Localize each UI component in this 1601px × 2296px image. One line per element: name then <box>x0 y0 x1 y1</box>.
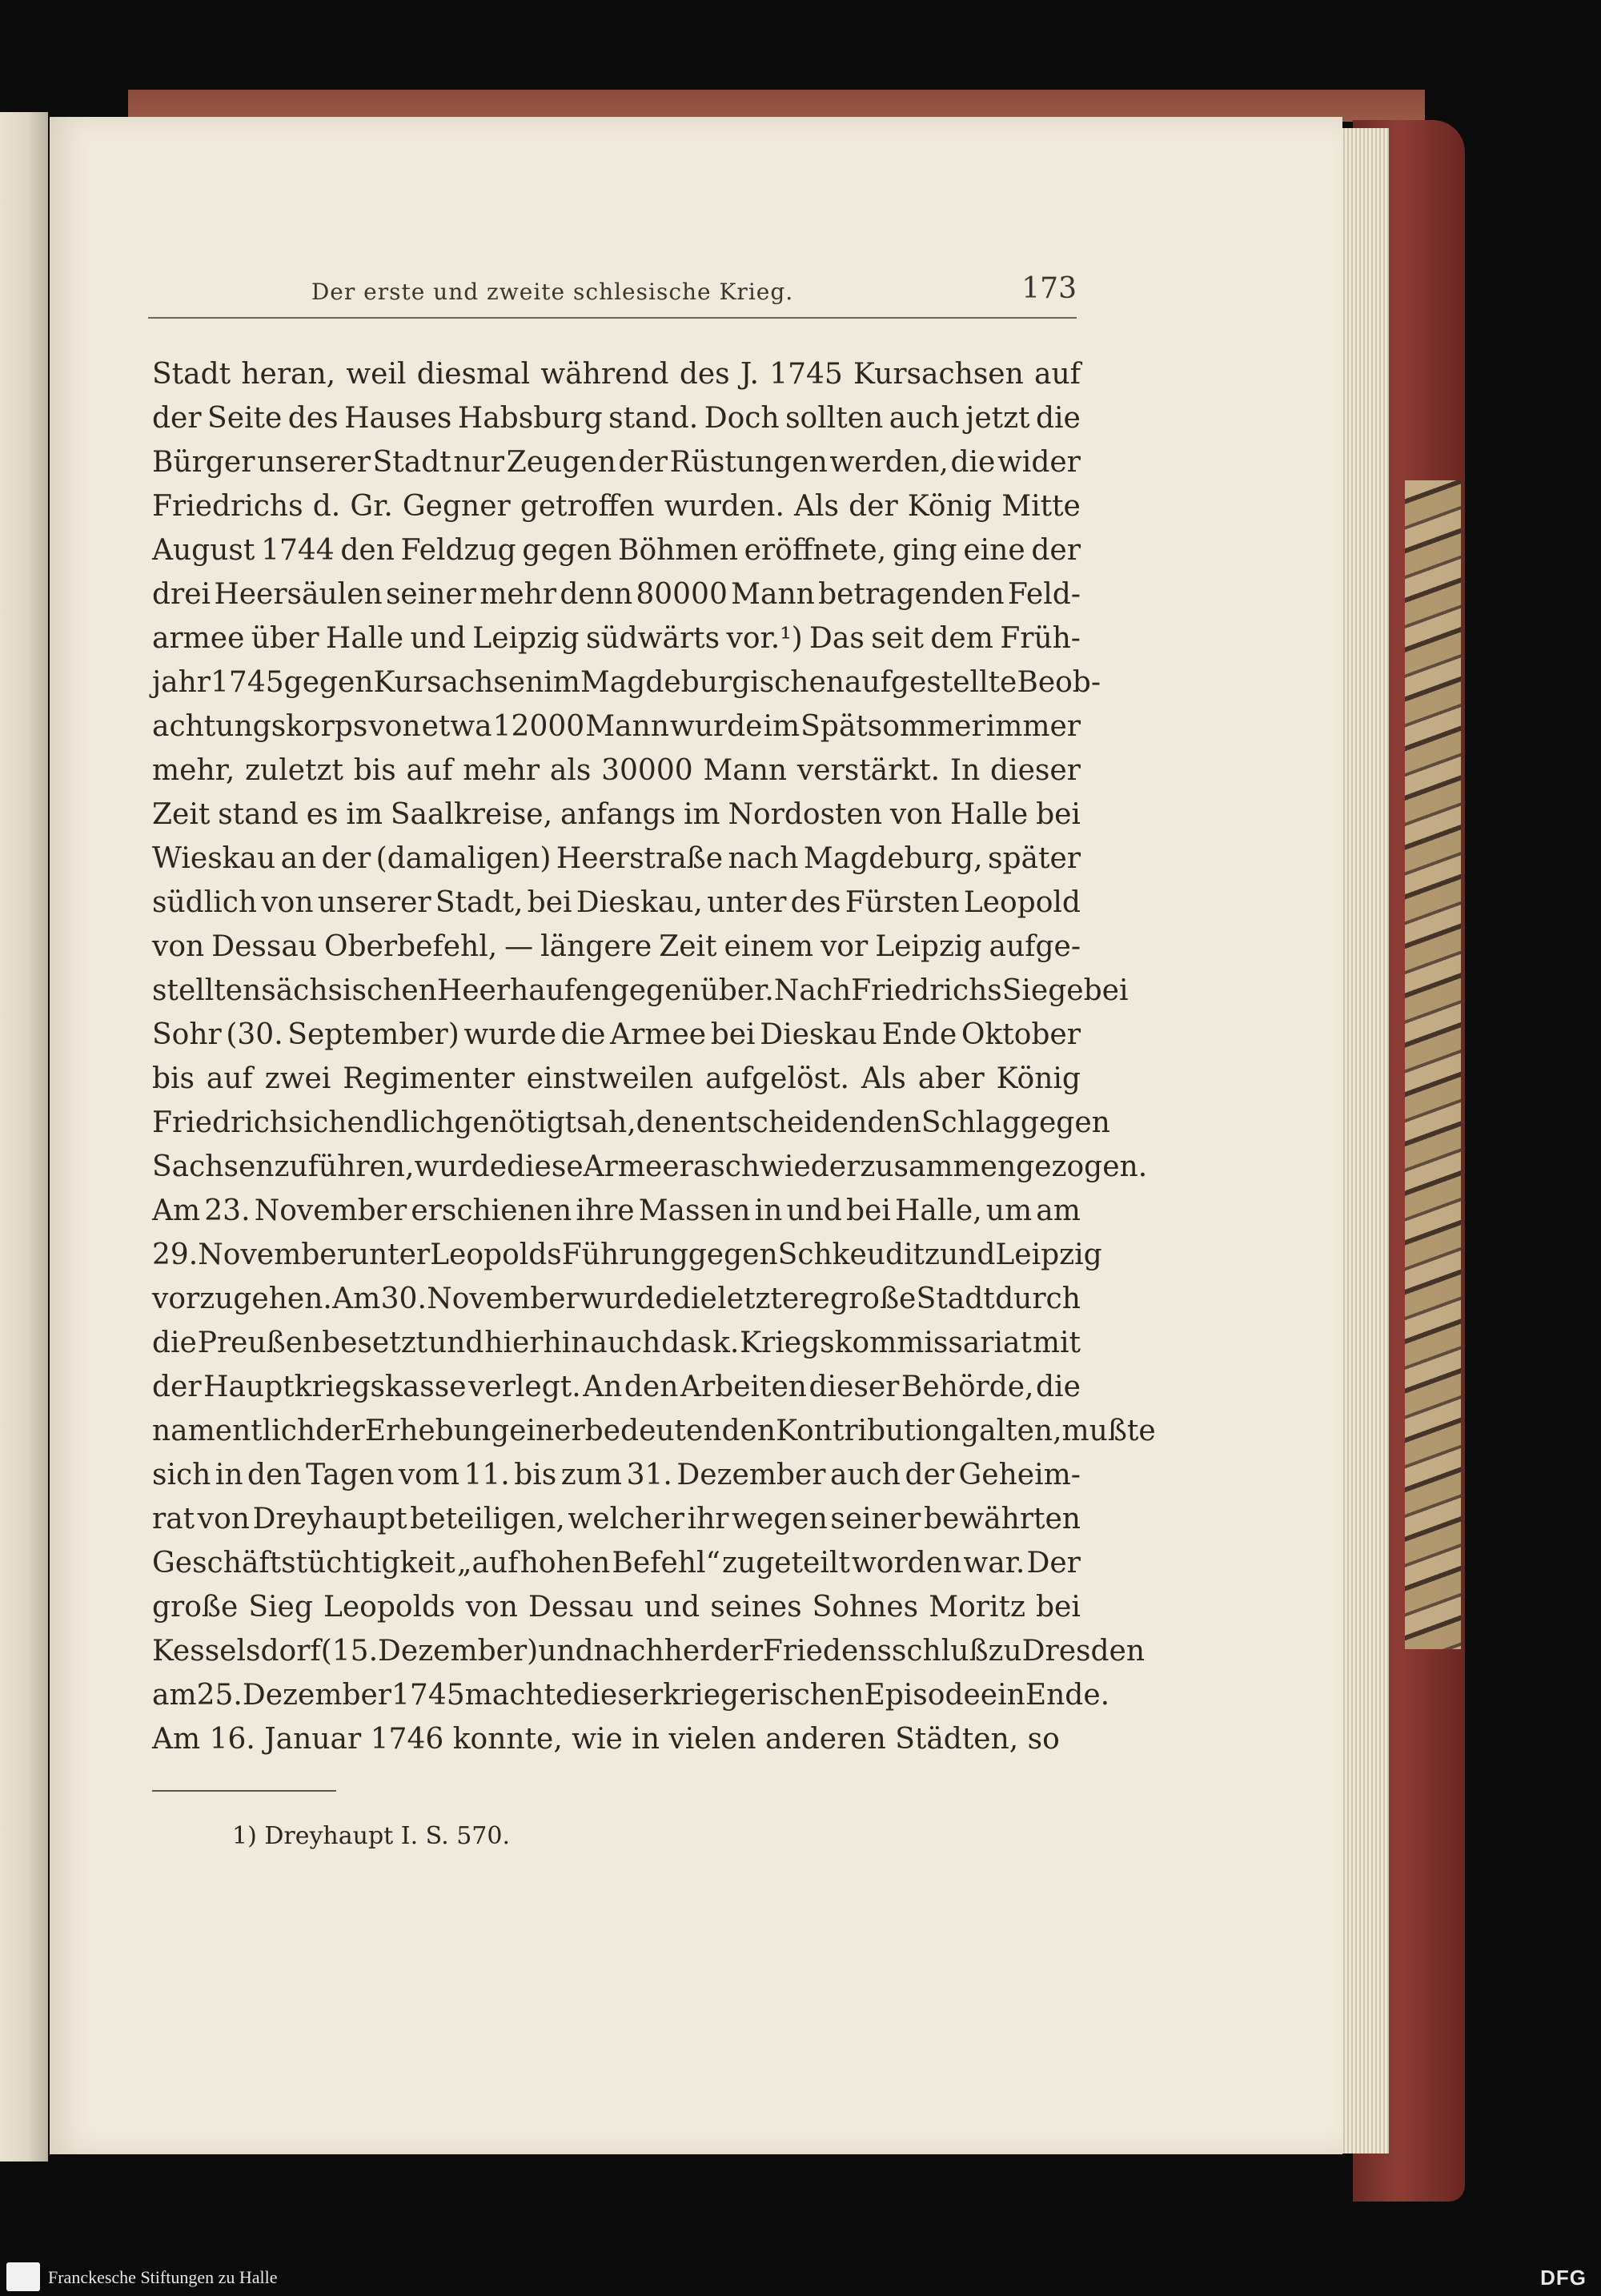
text-line: bis auf zwei Regimenter einstweilen aufgelöst. Als aber König <box>152 1062 1081 1095</box>
page-number: 173 <box>1021 272 1077 305</box>
page-edges <box>1341 128 1389 2154</box>
text-line: rat von Dreyhaupt beteiligen, welcher ihr wegen seiner bewährten <box>152 1503 1081 1535</box>
institution-logo-icon <box>6 2262 40 2291</box>
body-text <box>152 352 1156 1761</box>
text-line: südlich von unserer Stadt, bei Dieskau, unter des Fürsten Leopold <box>152 886 1081 919</box>
marbled-endpaper <box>1405 480 1461 1649</box>
text-line: von Dessau Oberbefehl, — längere Zeit einem vor Leipzig aufge- <box>152 930 1081 963</box>
text-line: namentlich der Erhebung einer bedeutenden Kontribution galten, mußte <box>152 1415 1156 1447</box>
text-line: jahr 1745 gegen Kursachsen im Magdeburgischen aufgestellte Beob- <box>152 666 1101 699</box>
text-line: Am 23. November erschienen ihre Massen in und bei Halle, um am <box>152 1194 1081 1227</box>
text-line: Am 16. Januar 1746 konnte, wie in vielen anderen Städten, so <box>152 1723 1060 1756</box>
text-line: Friedrich sich endlich genötigt sah, den entscheidenden Schlag gegen <box>152 1106 1110 1139</box>
text-line: Sohr (30. September) wurde die Armee bei Dieskau Ende Oktober <box>152 1018 1081 1051</box>
text-line: die Preußen besetzt und hierhin auch das k. Kriegskommissariat mit <box>152 1327 1081 1359</box>
text-line: Bürger unserer Stadt nur Zeugen der Rüstungen werden, die wider <box>152 446 1081 479</box>
institution-name: Franckesche Stiftungen zu Halle <box>48 2267 278 2287</box>
footnote-rule <box>152 1790 336 1792</box>
text-line: achtungskorps von etwa 12000 Mann wurde im Spätsommer immer <box>152 710 1081 743</box>
text-line: große Sieg Leopolds von Dessau und seines Sohnes Moritz bei <box>152 1591 1081 1624</box>
text-line: Stadt heran, weil diesmal während des J. 1745 Kursachsen auf <box>152 358 1081 391</box>
footnote: 1) Dreyhaupt I. S. 570. <box>232 1822 511 1850</box>
text-line: Wieskau an der (damaligen) Heerstraße nach Magdeburg, später <box>152 842 1081 875</box>
running-head <box>148 272 1077 320</box>
text-line: 29. November unter Leopolds Führung gegen Schkeuditz und Leipzig <box>152 1238 1102 1271</box>
text-line: mehr, zuletzt bis auf mehr als 30000 Mann verstärkt. In dieser <box>152 754 1081 787</box>
text-line: Sachsen zu führen, wurde diese Armee rasch wieder zusammengezogen. <box>152 1150 1148 1183</box>
text-line: am 25. Dezember 1745 machte dieser kriegerischen Episode ein Ende. <box>152 1679 1110 1712</box>
running-head-title: Der erste und zweite schlesische Krieg. <box>311 279 794 305</box>
left-page-edge <box>0 112 48 2162</box>
text-line: August 1744 den Feldzug gegen Böhmen eröffnete, ging eine der <box>152 534 1081 567</box>
header-rule <box>148 317 1077 319</box>
text-line: der Seite des Hauses Habsburg stand. Doch sollten auch jetzt die <box>152 402 1081 435</box>
text-line: der Hauptkriegskasse verlegt. An den Arbeiten dieser Behörde, die <box>152 1371 1081 1403</box>
dfg-logo: DFG <box>1540 2266 1587 2290</box>
text-line: armee über Halle und Leipzig südwärts vor.¹) Das seit dem Früh- <box>152 622 1081 655</box>
text-line: Friedrichs d. Gr. Gegner getroffen wurden. Als der König Mitte <box>152 490 1081 523</box>
text-line: drei Heersäulen seiner mehr denn 80000 Mann betragenden Feld- <box>152 578 1081 611</box>
text-line: Zeit stand es im Saalkreise, anfangs im Nordosten von Halle bei <box>152 798 1081 831</box>
text-line: Kesselsdorf (15. Dezember) und nachher der Friedensschluß zu Dresden <box>152 1635 1146 1668</box>
text-line: vorzugehen. Am 30. November wurde die letztere große Stadt durch <box>152 1282 1081 1315</box>
text-line: sich in den Tagen vom 11. bis zum 31. Dezember auch der Geheim- <box>152 1459 1081 1491</box>
text-line: stellten sächsischen Heerhaufen gegenüber. Nach Friedrichs Siege bei <box>152 974 1129 1007</box>
text-line: Geschäftstüchtigkeit „auf hohen Befehl“ zugeteilt worden war. Der <box>152 1547 1081 1580</box>
